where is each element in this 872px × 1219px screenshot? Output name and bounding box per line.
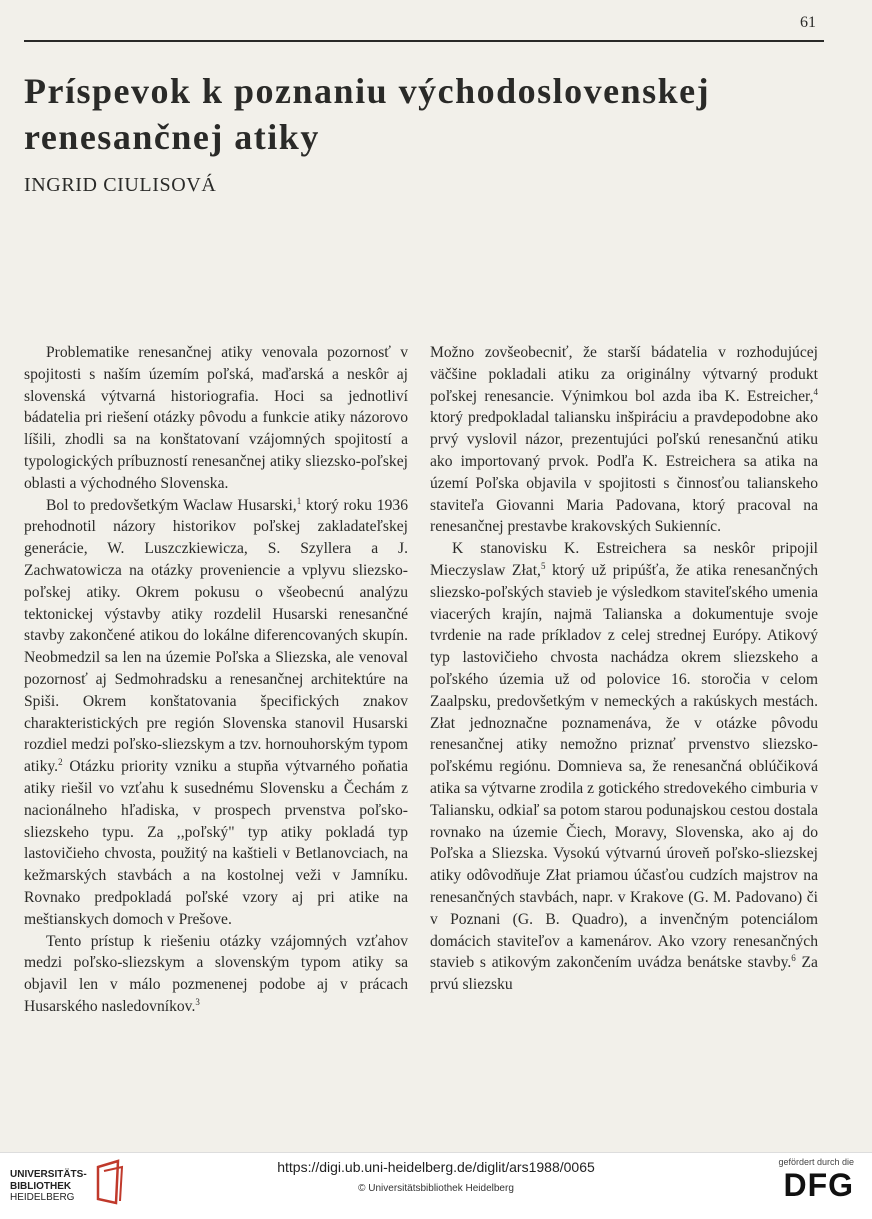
- library-name: UNIVERSITÄTS- BIBLIOTHEK HEIDELBERG: [10, 1169, 87, 1203]
- dfg-wordmark: DFG: [783, 1167, 854, 1203]
- footnote-ref[interactable]: 1: [296, 495, 302, 506]
- viewer-footer: [0, 1152, 872, 1219]
- footnote-ref[interactable]: 5: [540, 560, 546, 571]
- paragraph: Bol to predovšetkým Waclaw Husarski,$^1$ ktorý roku 1936 prehodnotil názory historikov poľskej zakladateľskej generácie, W. Luszczkiewicza, S. Szyllera a J. Zachwatowicza na otázky proveniencie a vplyvu sliezsko-poľskej atiky. Okrem pokusu o všeobecnú analýzu tektonickej výstavby atiky rozdelil Husarski renesančné stavby zakončené atikou do lokálne diferencovaných skupín. Neobmedzil sa len na územie Poľska a Sliezska, ale venoval pozornosť aj Sedmohradsku a renesančnej architektúre na Spiši. Okrem konštatovania špecifických znakov charakteristických pre región Slovenska stanovil Husarski rozdiel medzi poľsko-sliezskym a tzv. hornouhorským typom atiky.$^2$ Otázku priority vzniku a stupňa výtvarného poňatia atiky riešil vo vzťahu k susednému Slovensku a Čechám z nacionálneho hľadiska, v prospech prvenstva poľsko-sliezskeho typu. Za ,,poľský" typ atiky pokladá typ lastovičieho chvosta, použitý na kaštieli v Betlanovciach, na kežmarských stavbách a na kostolnej veži v Jamníku. Rovnako predpokladá poľské vzory aj pri atike na meštianskych domoch v Prešove.: [24, 495, 408, 928]
- copyright-note: © Universitätsbibliothek Heidelberg: [358, 1183, 514, 1194]
- footnote-ref[interactable]: 2: [58, 757, 63, 768]
- paragraph: Tento prístup k riešeniu otázky vzájomných vzťahov medzi poľsko-sliezskym a slovenským typom atiky sa objavil len v málo pozmenenej podobe aj v prácach Husarského nasledovníkov.$^3$: [24, 932, 408, 1015]
- page-number: 61: [800, 14, 816, 31]
- left-column: [24, 342, 408, 1018]
- footnote-ref[interactable]: 6: [791, 953, 796, 964]
- article-author: INGRID CIULISOVÁ: [24, 174, 217, 196]
- right-column: [430, 342, 818, 996]
- paragraph: K stanovisku K. Estreichera sa neskôr pripojil Mieczyslaw Złat,$^5$ ktorý už pripúšťa, že atika renesančných sliezsko-poľských stavieb je výsledkom staviteľského umenia viacerých krajín, najmä Talianska a dokumentuje svoje tvrdenie na rade príkladov z celej strednej Európy. Atikový typ lastovičieho chvosta nachádza okrem sliezskeho a poľského územia už od polovice 16. storočia v celom Zaalpsku, predovšetkým v nemeckých a rakúskych mestách. Złat jednoznačne poznamenáva, že v otázke pôvodu renesančnej atiky nemožno priznať prvenstvo sliezsko-poľskému regiónu. Domnieva sa, že renesančná oblúčiková atika sa výtvarne zrodila z gotického stredovekého cimburia v Taliansku, odkiaľ sa potom starou podunajskou cestou dostala rovnako na územie Čiech, Moravy, Slovenska, ako aj do Poľska a Sliezska. Vysokú výtvarnú úroveň poľsko-sliezskej atiky odôvodňuje Złat priamou účasťou cudzích majstrov na renesančných stavbách, napr. v Krakove (G. M. Padovano) či v Poznani (G. B. Quadro), a invenčným potenciálom domácich staviteľov a kamenárov. Ako vzory renesančných stavieb s atikovým zakončením uvádza benátske stavby.$^6$ Za prvú sliezsku: [430, 540, 818, 994]
- permalink-url[interactable]: https://digi.ub.uni-heidelberg.de/diglit/ars1988/0065: [277, 1159, 595, 1175]
- footnote-ref[interactable]: 3: [195, 996, 200, 1007]
- header-rule: [24, 40, 824, 42]
- paragraph: Možno zovšeobecniť, že starší bádatelia v rozhodujúcej väčšine pokladali atiku za originálny výtvarný produkt poľskej renesancie. Výnimkou bol azda iba K. Estreicher,$^4$ ktorý predpokladal taliansku inšpiráciu a pravdepodobne ako prvý vyslovil názor, prezentujúci poľskú renesančnú atiku ako importovaný prvok. Podľa K. Estreichera sa atika na území Poľska objavila v spojitosti s činnosťou talianskeho staviteľa Giovanni Maria Padovana, ktorý pracoval na renesančnej prestavbe krakovských Sukienníc.: [430, 344, 818, 536]
- article-title: Príspevok k poznaniu východoslovenskej renesančnej atiky: [24, 71, 711, 157]
- paragraph: Problematike renesančnej atiky venovala pozornosť v spojitosti s naším územím poľská, maďarská a neskôr aj slovenská výtvarná historiografia. Hoci sa jednotliví bádatelia pri riešení otázky pôvodu a funkcie atiky názorovo líšili, zhodli sa na konštatovaní vzájomných spojitostí a typologických príbuzností renesančnej atiky sliezsko-poľskej oblasti a východného Slovenska.: [24, 344, 408, 492]
- dfg-logo[interactable]: [754, 1157, 854, 1213]
- footnote-ref[interactable]: 4: [813, 386, 818, 397]
- dfg-caption: gefördert durch die: [778, 1157, 854, 1167]
